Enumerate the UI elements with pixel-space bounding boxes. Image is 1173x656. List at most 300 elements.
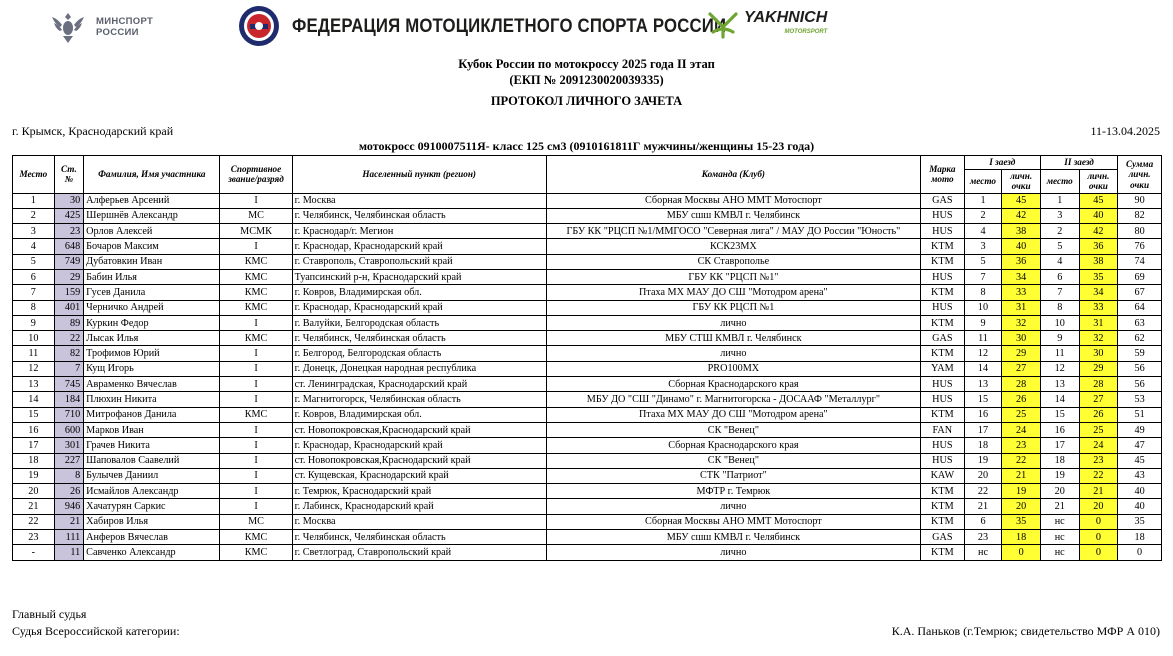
cell-place: 1: [13, 193, 55, 208]
cell-heat2-pts: 22: [1079, 468, 1118, 483]
cell-num: 710: [54, 407, 83, 422]
cell-heat2-pts: 23: [1079, 453, 1118, 468]
col-heat1-pos: место: [964, 169, 1002, 193]
col-team: Команда (Клуб): [546, 156, 920, 194]
cell-city: ст. Новопокровская,Краснодарский край: [292, 422, 546, 437]
cell-total: 67: [1118, 285, 1162, 300]
cell-team: МФТР г. Темрюк: [546, 484, 920, 499]
cell-place: 13: [13, 377, 55, 392]
cell-num: 29: [54, 269, 83, 284]
cell-team: Птаха МХ МАУ ДО СШ "Мотодром арена": [546, 285, 920, 300]
cell-team: Сборная Краснодарского края: [546, 438, 920, 453]
cell-heat2-pts: 45: [1079, 193, 1118, 208]
cell-name: Гусев Данила: [84, 285, 220, 300]
cell-heat2-pts: 24: [1079, 438, 1118, 453]
cell-name: Черничко Андрей: [84, 300, 220, 315]
table-row: [13, 514, 1162, 529]
cell-heat1-pts: 25: [1002, 407, 1041, 422]
cell-place: 16: [13, 422, 55, 437]
cell-name: Хабиров Илья: [84, 514, 220, 529]
cell-heat1-pos: 1: [964, 193, 1002, 208]
class-line: мотокросс 0910007511Я- класс 125 см3 (0910161811Г мужчины/женщины 15-23 года): [358, 139, 815, 153]
cell-heat2-pos: 1: [1040, 193, 1079, 208]
cell-total: 53: [1118, 392, 1162, 407]
cell-heat2-pts: 0: [1079, 514, 1118, 529]
col-moto: Марка мото: [920, 156, 964, 194]
cell-team: СК "Венец": [546, 453, 920, 468]
col-heat1-pts: личн. очки: [1002, 169, 1041, 193]
cell-team: КСК23МХ: [546, 239, 920, 254]
cell-moto: FAN: [920, 422, 964, 437]
table-row: [13, 269, 1162, 284]
cell-heat1-pos: нс: [964, 545, 1002, 560]
cell-heat1-pts: 42: [1002, 208, 1041, 223]
cell-place: 22: [13, 514, 55, 529]
cell-rank: I: [220, 193, 292, 208]
cell-num: 23: [54, 224, 83, 239]
cell-num: 401: [54, 300, 83, 315]
cell-place: 12: [13, 361, 55, 376]
cell-heat1-pts: 38: [1002, 224, 1041, 239]
cell-moto: GAS: [920, 530, 964, 545]
cell-team: PRO100MX: [546, 361, 920, 376]
cell-team: МБУ сшш КМВЛ г. Челябинск: [546, 530, 920, 545]
cell-heat2-pos: 9: [1040, 331, 1079, 346]
cell-city: г. Магнитогорск, Челябинская область: [292, 392, 546, 407]
cell-heat1-pos: 16: [964, 407, 1002, 422]
table-row: [13, 331, 1162, 346]
cell-name: Орлов Алексей: [84, 224, 220, 239]
cell-moto: GAS: [920, 193, 964, 208]
cell-total: 59: [1118, 346, 1162, 361]
cell-moto: HUS: [920, 208, 964, 223]
cell-total: 56: [1118, 361, 1162, 376]
cell-heat1-pts: 40: [1002, 239, 1041, 254]
col-heat2-pts: личн. очки: [1079, 169, 1118, 193]
cell-heat2-pts: 36: [1079, 239, 1118, 254]
cell-place: 5: [13, 254, 55, 269]
cell-name: Марков Иван: [84, 422, 220, 437]
cell-total: 49: [1118, 422, 1162, 437]
cell-name: Лысак Илья: [84, 331, 220, 346]
table-row: [13, 392, 1162, 407]
cell-place: 15: [13, 407, 55, 422]
cell-total: 47: [1118, 438, 1162, 453]
cell-moto: HUS: [920, 224, 964, 239]
table-row: [13, 193, 1162, 208]
protocol-title: ПРОТОКОЛ ЛИЧНОГО ЗАЧЕТА: [490, 94, 683, 108]
cell-heat1-pos: 22: [964, 484, 1002, 499]
cell-city: г. Челябинск, Челябинская область: [292, 208, 546, 223]
cell-heat1-pts: 22: [1002, 453, 1041, 468]
cell-heat1-pts: 28: [1002, 377, 1041, 392]
cell-num: 227: [54, 453, 83, 468]
cell-num: 22: [54, 331, 83, 346]
col-city: Населенный пункт (регион): [292, 156, 546, 194]
cell-rank: I: [220, 453, 292, 468]
cell-city: г. Ставрополь, Ставропольский край: [292, 254, 546, 269]
cell-rank: I: [220, 484, 292, 499]
cell-city: г. Москва: [292, 193, 546, 208]
cell-heat2-pos: 17: [1040, 438, 1079, 453]
table-row: [13, 285, 1162, 300]
cell-num: 82: [54, 346, 83, 361]
cell-heat1-pos: 3: [964, 239, 1002, 254]
cell-moto: KTM: [920, 346, 964, 361]
cell-name: Трофимов Юрий: [84, 346, 220, 361]
cell-heat2-pos: нс: [1040, 545, 1079, 560]
cell-rank: I: [220, 438, 292, 453]
cell-heat1-pts: 27: [1002, 361, 1041, 376]
cell-heat1-pos: 8: [964, 285, 1002, 300]
table-row: [13, 407, 1162, 422]
cell-num: 7: [54, 361, 83, 376]
cell-num: 159: [54, 285, 83, 300]
col-num: Ст. №: [54, 156, 83, 194]
cell-heat2-pos: 10: [1040, 315, 1079, 330]
table-row: [13, 468, 1162, 483]
cell-rank: I: [220, 377, 292, 392]
cell-name: Куркин Федор: [84, 315, 220, 330]
cell-heat1-pts: 29: [1002, 346, 1041, 361]
cell-team: Сборная Краснодарского края: [546, 377, 920, 392]
event-location: г. Крымск, Краснодарский край: [12, 124, 174, 138]
cell-place: 3: [13, 224, 55, 239]
header-row: [13, 156, 1162, 170]
cell-heat1-pos: 4: [964, 224, 1002, 239]
cell-heat2-pos: нс: [1040, 530, 1079, 545]
cell-heat2-pos: 19: [1040, 468, 1079, 483]
cell-heat2-pts: 33: [1079, 300, 1118, 315]
cell-total: 69: [1118, 269, 1162, 284]
cell-city: г. Ковров, Владимирская обл.: [292, 407, 546, 422]
cell-num: 30: [54, 193, 83, 208]
cell-heat1-pos: 21: [964, 499, 1002, 514]
cell-team: лично: [546, 499, 920, 514]
cell-heat2-pos: 21: [1040, 499, 1079, 514]
cell-team: Сборная Москвы АНО ММТ Мотоспорт: [546, 193, 920, 208]
cell-heat1-pos: 7: [964, 269, 1002, 284]
cell-total: 51: [1118, 407, 1162, 422]
cell-city: ст. Ленинградская, Краснодарский край: [292, 377, 546, 392]
cell-heat2-pos: 4: [1040, 254, 1079, 269]
cell-total: 64: [1118, 300, 1162, 315]
cell-heat2-pts: 34: [1079, 285, 1118, 300]
cell-heat1-pos: 14: [964, 361, 1002, 376]
cell-place: 21: [13, 499, 55, 514]
cell-name: Авраменко Вячеслав: [84, 377, 220, 392]
cell-heat1-pts: 35: [1002, 514, 1041, 529]
cell-heat2-pos: 8: [1040, 300, 1079, 315]
cell-heat1-pts: 19: [1002, 484, 1041, 499]
cell-heat2-pos: 16: [1040, 422, 1079, 437]
cell-num: 600: [54, 422, 83, 437]
cell-team: МБУ СТШ КМВЛ г. Челябинск: [546, 331, 920, 346]
cell-heat1-pos: 11: [964, 331, 1002, 346]
table-row: [13, 315, 1162, 330]
cell-num: 89: [54, 315, 83, 330]
cell-moto: KTM: [920, 514, 964, 529]
cell-team: Птаха МХ МАУ ДО СШ "Мотодром арена": [546, 407, 920, 422]
cell-name: Бочаров Максим: [84, 239, 220, 254]
cell-heat1-pos: 12: [964, 346, 1002, 361]
cell-total: 56: [1118, 377, 1162, 392]
cell-place: 2: [13, 208, 55, 223]
cell-name: Грачев Никита: [84, 438, 220, 453]
cell-rank: КМС: [220, 285, 292, 300]
cell-team: ГБУ КК "РЦСП №1": [546, 269, 920, 284]
cell-name: Булычев Даниил: [84, 468, 220, 483]
cell-total: 0: [1118, 545, 1162, 560]
col-name: Фамилия, Имя участника: [84, 156, 220, 194]
cell-heat2-pos: 15: [1040, 407, 1079, 422]
table-row: [13, 453, 1162, 468]
eagle-emblem-icon: [48, 9, 88, 45]
footer-signature: К.А. Паньков (г.Темрюк; свидетельство МФР А 010): [891, 624, 1160, 638]
cell-heat2-pts: 38: [1079, 254, 1118, 269]
cell-total: 82: [1118, 208, 1162, 223]
ekp-number: (ЕКП № 2091230020039335): [509, 73, 664, 87]
sponsor-logo: [706, 10, 827, 40]
cell-rank: МС: [220, 208, 292, 223]
cell-place: 6: [13, 269, 55, 284]
cell-city: г. Светлоград, Ставропольский край: [292, 545, 546, 560]
cell-heat1-pos: 13: [964, 377, 1002, 392]
cell-heat2-pts: 27: [1079, 392, 1118, 407]
cell-city: г. Челябинск, Челябинская область: [292, 331, 546, 346]
cell-heat1-pos: 2: [964, 208, 1002, 223]
cell-heat2-pts: 0: [1079, 530, 1118, 545]
cell-city: г. Валуйки, Белгородская область: [292, 315, 546, 330]
table-row: [13, 361, 1162, 376]
cell-heat2-pts: 0: [1079, 545, 1118, 560]
cell-num: 184: [54, 392, 83, 407]
cell-team: ГБУ КК "РЦСП №1/ММГОСО "Северная лига" / МАУ ДО России "Юность": [546, 224, 920, 239]
cell-rank: I: [220, 315, 292, 330]
cell-heat1-pos: 20: [964, 468, 1002, 483]
cell-city: г. Челябинск, Челябинская область: [292, 530, 546, 545]
cell-num: 648: [54, 239, 83, 254]
cell-moto: KTM: [920, 315, 964, 330]
col-total: Сумма личн. очки: [1118, 156, 1162, 194]
cell-heat2-pos: 12: [1040, 361, 1079, 376]
cell-rank: МСМК: [220, 224, 292, 239]
table-row: [13, 300, 1162, 315]
cell-place: -: [13, 545, 55, 560]
cell-team: МБУ сшш КМВЛ г. Челябинск: [546, 208, 920, 223]
cell-moto: KTM: [920, 499, 964, 514]
cell-heat1-pos: 6: [964, 514, 1002, 529]
cell-place: 20: [13, 484, 55, 499]
cell-total: 43: [1118, 468, 1162, 483]
cell-name: Хачатурян Саркис: [84, 499, 220, 514]
cell-heat2-pos: 11: [1040, 346, 1079, 361]
cell-moto: HUS: [920, 269, 964, 284]
cell-heat1-pos: 23: [964, 530, 1002, 545]
sponsor-sub: MOTORSPORT: [784, 29, 828, 35]
minsport-line2: РОССИИ: [96, 27, 139, 38]
cell-total: 76: [1118, 239, 1162, 254]
cell-heat1-pos: 10: [964, 300, 1002, 315]
cell-num: 8: [54, 468, 83, 483]
cell-city: г. Краснодар/г. Мегион: [292, 224, 546, 239]
cell-heat2-pts: 25: [1079, 422, 1118, 437]
cell-team: ГБУ КК РЦСП №1: [546, 300, 920, 315]
cell-rank: I: [220, 468, 292, 483]
table-row: [13, 224, 1162, 239]
cell-moto: HUS: [920, 453, 964, 468]
minsport-logo: [48, 9, 153, 45]
cell-name: Шаповалов Саавелий: [84, 453, 220, 468]
cell-total: 35: [1118, 514, 1162, 529]
cell-rank: I: [220, 392, 292, 407]
table-row: [13, 239, 1162, 254]
cell-heat1-pts: 18: [1002, 530, 1041, 545]
footer-category: Судья Всероссийской категории:: [12, 624, 180, 638]
cell-team: СК "Венец": [546, 422, 920, 437]
footer-judge: Главный судья: [12, 607, 87, 621]
cell-rank: КМС: [220, 530, 292, 545]
table-row: [13, 422, 1162, 437]
cell-city: г. Краснодар, Краснодарский край: [292, 239, 546, 254]
cell-num: 26: [54, 484, 83, 499]
cell-total: 18: [1118, 530, 1162, 545]
cell-heat2-pts: 28: [1079, 377, 1118, 392]
cell-team: СК Ставрополье: [546, 254, 920, 269]
cell-place: 7: [13, 285, 55, 300]
cell-rank: I: [220, 239, 292, 254]
results-body: [13, 193, 1162, 560]
table-row: [13, 346, 1162, 361]
cell-rank: МС: [220, 514, 292, 529]
cell-moto: HUS: [920, 377, 964, 392]
sponsor-name: YAKHNICH: [744, 9, 828, 26]
cell-moto: KAW: [920, 468, 964, 483]
cell-city: г. Краснодар, Краснодарский край: [292, 438, 546, 453]
cell-total: 40: [1118, 499, 1162, 514]
table-row: [13, 254, 1162, 269]
cell-team: Сборная Москвы АНО ММТ Мотоспорт: [546, 514, 920, 529]
cell-place: 4: [13, 239, 55, 254]
cell-heat1-pos: 18: [964, 438, 1002, 453]
cell-moto: KTM: [920, 285, 964, 300]
cell-place: 14: [13, 392, 55, 407]
cell-heat2-pos: 13: [1040, 377, 1079, 392]
minsport-line1: МИНСПОРТ: [96, 16, 154, 27]
cell-total: 62: [1118, 331, 1162, 346]
cell-num: 111: [54, 530, 83, 545]
cell-heat2-pts: 21: [1079, 484, 1118, 499]
cell-total: 45: [1118, 453, 1162, 468]
cell-heat2-pos: 20: [1040, 484, 1079, 499]
table-row: [13, 499, 1162, 514]
cell-team: лично: [546, 315, 920, 330]
cell-heat1-pts: 34: [1002, 269, 1041, 284]
cell-heat2-pos: 3: [1040, 208, 1079, 223]
cell-heat2-pts: 29: [1079, 361, 1118, 376]
cell-heat1-pos: 9: [964, 315, 1002, 330]
cell-moto: HUS: [920, 300, 964, 315]
cell-num: 301: [54, 438, 83, 453]
cell-heat2-pos: 7: [1040, 285, 1079, 300]
cell-place: 19: [13, 468, 55, 483]
cell-heat2-pos: 18: [1040, 453, 1079, 468]
event-title: Кубок России по мотокроссу 2025 года II этап: [458, 57, 715, 71]
cell-heat2-pts: 26: [1079, 407, 1118, 422]
cell-moto: KTM: [920, 484, 964, 499]
cell-moto: YAM: [920, 361, 964, 376]
cell-team: СТК "Патриот": [546, 468, 920, 483]
cell-place: 11: [13, 346, 55, 361]
cell-moto: HUS: [920, 438, 964, 453]
cell-num: 11: [54, 545, 83, 560]
cell-name: Бабин Илья: [84, 269, 220, 284]
cell-rank: КМС: [220, 254, 292, 269]
cell-name: Исмайлов Александр: [84, 484, 220, 499]
cell-city: Туапсинский р-н, Краснодарский край: [292, 269, 546, 284]
cell-num: 946: [54, 499, 83, 514]
cell-city: г. Москва: [292, 514, 546, 529]
federation-title: ФЕДЕРАЦИЯ МОТОЦИКЛЕТНОГО СПОРТА РОССИИ: [292, 14, 727, 37]
table-row: [13, 377, 1162, 392]
cell-total: 80: [1118, 224, 1162, 239]
col-rank: Спортивное звание/разряд: [220, 156, 292, 194]
cell-place: 8: [13, 300, 55, 315]
cell-heat2-pts: 35: [1079, 269, 1118, 284]
cell-rank: I: [220, 499, 292, 514]
cell-heat2-pts: 42: [1079, 224, 1118, 239]
cell-place: 9: [13, 315, 55, 330]
cell-heat1-pos: 5: [964, 254, 1002, 269]
cell-heat1-pts: 20: [1002, 499, 1041, 514]
cell-name: Алферьев Арсений: [84, 193, 220, 208]
cell-heat1-pts: 36: [1002, 254, 1041, 269]
cell-heat2-pts: 30: [1079, 346, 1118, 361]
cell-heat2-pos: 14: [1040, 392, 1079, 407]
cell-place: 17: [13, 438, 55, 453]
cell-name: Кущ Игорь: [84, 361, 220, 376]
cell-heat1-pts: 33: [1002, 285, 1041, 300]
cell-heat2-pts: 31: [1079, 315, 1118, 330]
cell-num: 21: [54, 514, 83, 529]
cell-team: МБУ ДО "СШ "Динамо" г. Магнитогорска - ДОСААФ "Металлург": [546, 392, 920, 407]
cell-rank: КМС: [220, 331, 292, 346]
cell-name: Митрофанов Данила: [84, 407, 220, 422]
cell-team: лично: [546, 545, 920, 560]
cell-rank: I: [220, 361, 292, 376]
cell-rank: КМС: [220, 300, 292, 315]
cell-heat2-pts: 32: [1079, 331, 1118, 346]
cell-name: Плюхин Никита: [84, 392, 220, 407]
cell-heat1-pos: 15: [964, 392, 1002, 407]
cell-moto: HUS: [920, 392, 964, 407]
cell-team: лично: [546, 346, 920, 361]
cell-place: 10: [13, 331, 55, 346]
cell-heat1-pts: 0: [1002, 545, 1041, 560]
cell-num: 425: [54, 208, 83, 223]
cell-moto: KTM: [920, 254, 964, 269]
sponsor-mark-icon: [706, 10, 740, 40]
cell-total: 63: [1118, 315, 1162, 330]
cell-heat2-pts: 20: [1079, 499, 1118, 514]
cell-num: 745: [54, 377, 83, 392]
cell-place: 23: [13, 530, 55, 545]
cell-heat1-pts: 26: [1002, 392, 1041, 407]
col-place: Место: [13, 156, 55, 194]
cell-heat1-pos: 17: [964, 422, 1002, 437]
cell-name: Савченко Александр: [84, 545, 220, 560]
cell-heat2-pts: 40: [1079, 208, 1118, 223]
